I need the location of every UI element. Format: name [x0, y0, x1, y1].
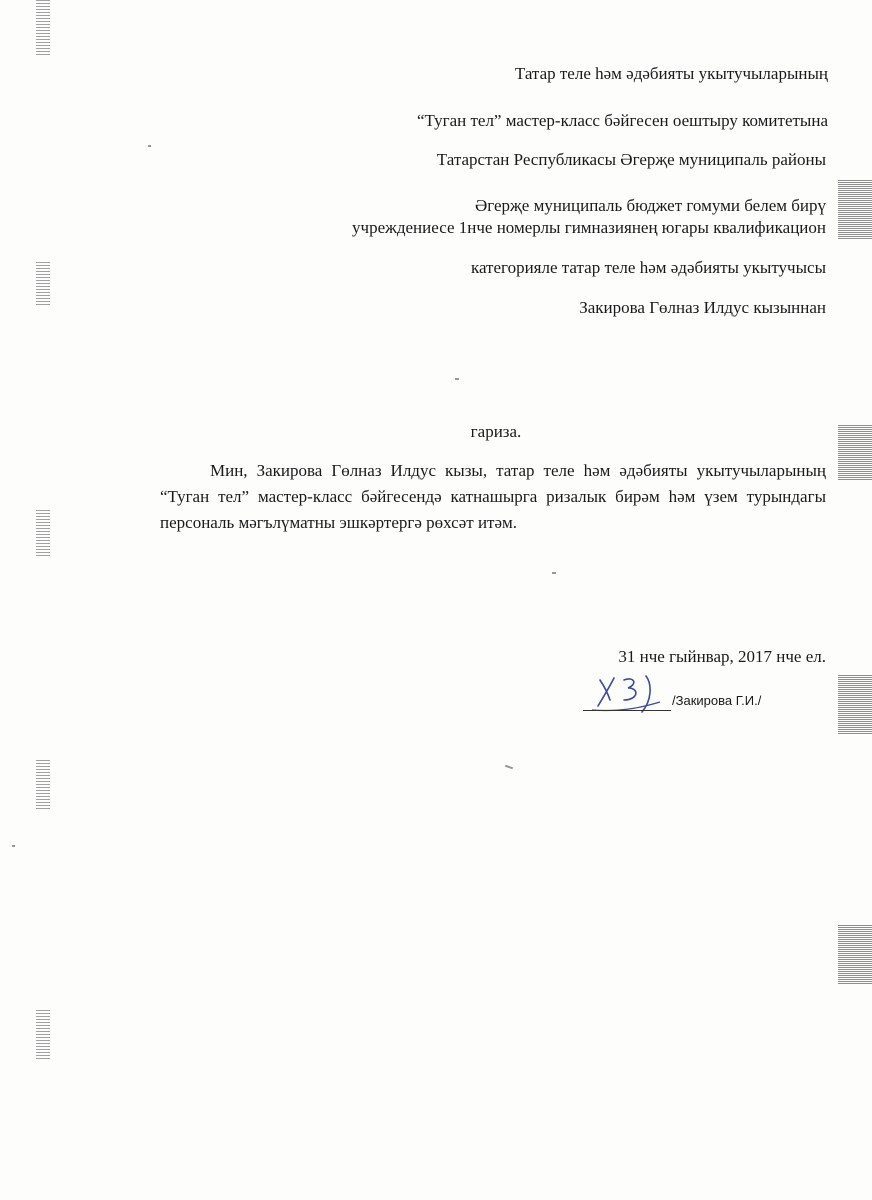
address-line-3: Татарстан Республикасы Әгерҗе муниципаль районы	[436, 150, 826, 169]
scan-speck	[552, 572, 556, 574]
address-line-4: Әгерҗе муниципаль бюджет гомуми белем бирү	[474, 196, 826, 215]
document-date: 31 нче гыйнвар, 2017 нче ел.	[618, 647, 826, 666]
address-line-1: Татар теле һәм әдәбияты укытучыларының	[514, 64, 828, 83]
scan-artifact	[36, 1010, 50, 1060]
scan-artifact	[838, 925, 872, 985]
address-line-7: Закирова Гөлназ Илдус кызыннан	[579, 298, 826, 317]
scan-artifact	[36, 510, 50, 558]
document-body: Мин, Закирова Гөлназ Илдус кызы, татар теле һәм әдәбияты укытучыларының “Туган тел” мастер-класс бәйгесендә катнашырга ризалык бирәм һәм үзем турындагы персональ мәгълүматны эшкәртергә рөхсәт итәм.	[160, 461, 826, 532]
scan-artifact	[36, 0, 50, 55]
scan-speck	[505, 765, 513, 770]
scan-artifact	[36, 760, 50, 810]
scan-artifact	[838, 675, 872, 735]
address-line-2: “Туган тел” мастер-класс бәйгесен оештыру комитетына	[417, 111, 828, 130]
document-title: гариза.	[470, 422, 522, 441]
scan-artifact	[838, 180, 872, 240]
signature-line	[583, 710, 671, 711]
scan-speck	[148, 145, 151, 147]
signature-name: /Закирова Г.И./	[672, 693, 762, 708]
address-line-5: учреждениесе 1нче номерлы гимназиянең югары квалификацион	[352, 218, 826, 237]
scan-speck	[455, 378, 459, 380]
address-line-6: категорияле татар теле һәм әдәбияты укытучысы	[470, 258, 826, 277]
scan-artifact	[36, 262, 50, 307]
scan-speck	[12, 845, 15, 847]
